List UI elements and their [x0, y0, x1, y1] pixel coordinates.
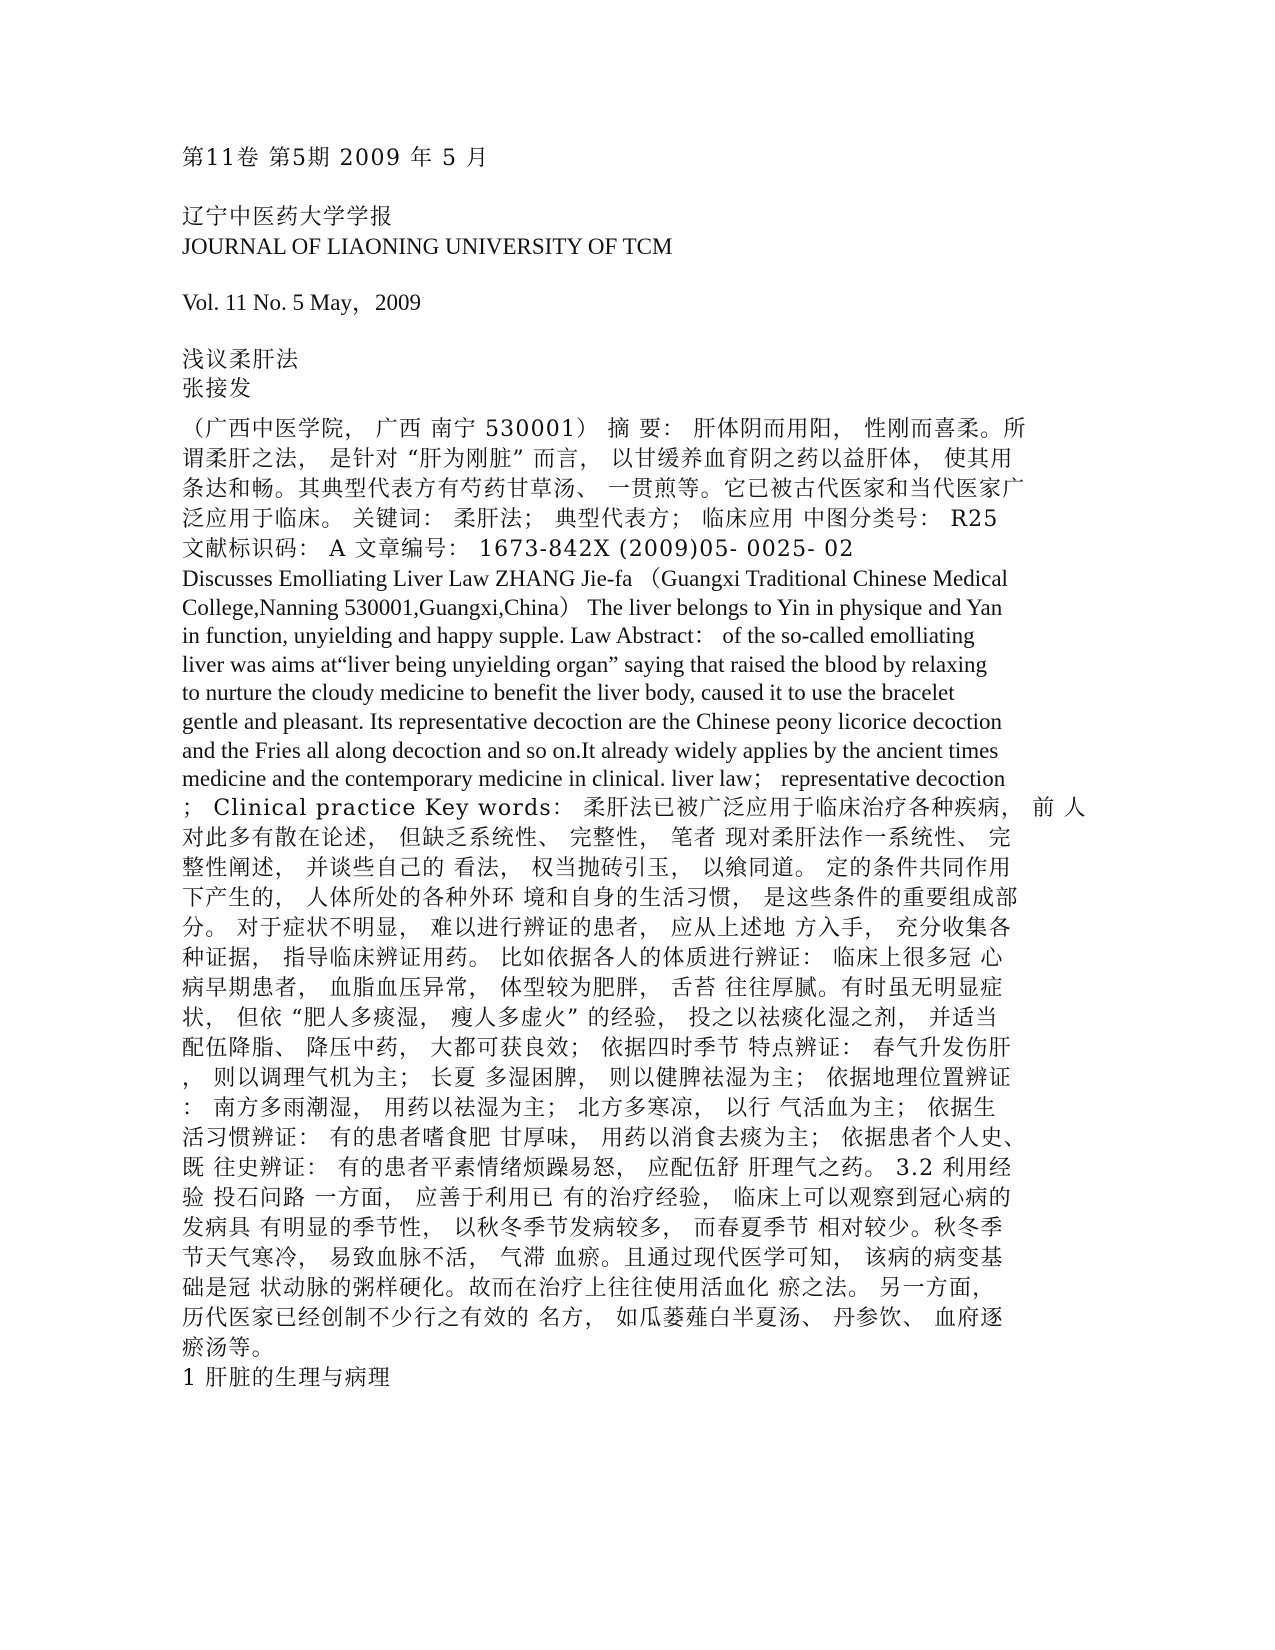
english-abstract-line: Discusses Emolliating Liver Law ZHANG Jie-fa （Guangxi Traditional Chinese Medical: [182, 566, 1008, 591]
abstract-line: 条达和畅。其典型代表方有芍药甘草汤、 一贯煎等。它已被古代医家和当代医家广: [182, 477, 1026, 502]
english-abstract-line: medicine and the contemporary medicine in clinical. liver law； representative decoction: [182, 766, 1006, 792]
abstract-line: （广西中医学院， 广西 南宁 530001） 摘 要： 肝体阴而用阳， 性刚而喜柔。所: [182, 417, 1027, 442]
section-heading: 1 肝脏的生理与病理: [182, 1365, 391, 1391]
main-text-line: 分。 对于症状不明显， 难以进行辨证的患者， 应从上述地 方入手， 充分收集各: [182, 915, 1012, 941]
journal-title-english: JOURNAL OF LIAONING UNIVERSITY OF TCM: [182, 234, 673, 259]
main-text-line: 对此多有散在论述， 但缺乏系统性、 完整性， 笔者 现对柔肝法作一系统性、 完: [182, 825, 1012, 851]
journal-title-chinese: 辽宁中医药大学学报: [182, 205, 394, 230]
main-text-line: ， 则以调理气机为主； 长夏 多湿困脾， 则以健脾祛湿为主； 依据地理位置辨证: [182, 1065, 1012, 1091]
main-text-line: ： 南方多雨潮湿， 用药以祛湿为主； 北方多寒凉， 以行 气活血为主； 依据生: [182, 1095, 997, 1121]
main-text-line: 既 往史辨证： 有的患者平素情绪烦躁易怒， 应配伍舒 肝理气之药。 3.2 利用经: [182, 1155, 1013, 1181]
main-text-line: 础是冠 状动脉的粥样硬化。故而在治疗上往往使用活血化 瘀之法。 另一方面，: [182, 1275, 996, 1301]
main-text-line: 节天气寒冷， 易致血脉不活， 气滞 血瘀。且通过现代医学可知， 该病的病变基: [182, 1245, 1004, 1271]
main-text-line: 发病具 有明显的季节性， 以秋冬季节发病较多， 而春夏季节 相对较少。秋冬季: [182, 1215, 1004, 1241]
abstract-line: 文献标识码： A 文章编号： 1673-842X (2009)05- 0025- 02: [182, 537, 855, 562]
english-abstract-line: liver was aims at“liver being unyielding organ” saying that raised the blood by relaxing: [182, 651, 987, 677]
article-title: 浅议柔肝法: [182, 348, 300, 373]
english-abstract-line: gentle and pleasant. Its representative decoction are the Chinese peony licorice decoction: [182, 708, 1002, 734]
main-text-line: 瘀汤等。: [182, 1335, 275, 1361]
abstract-line: 泛应用于临床。 关键词： 柔肝法； 典型代表方； 临床应用 中图分类号： R25: [182, 507, 999, 532]
main-text-line: 病早期患者， 血脂血压异常， 体型较为肥胖， 舌苔 往往厚腻。有时虽无明显症: [182, 975, 1004, 1001]
english-abstract-line: in function, unyielding and happy supple. Law Abstract： of the so-called emolliating: [182, 623, 975, 649]
main-text-line: 种证据， 指导临床辨证用药。 比如依据各人的体质进行辨证： 临床上很多冠 心: [182, 945, 1004, 971]
abstract-line: 谓柔肝之法， 是针对 “肝为刚脏” 而言， 以甘缓养血育阴之药以益肝体， 使其用: [182, 447, 1014, 472]
main-text-line: 配伍降脂、 降压中药， 大都可获良效； 依据四时季节 特点辨证： 春气升发伤肝: [182, 1035, 1012, 1061]
main-text-line: 活习惯辨证： 有的患者嗜食肥 甘厚味， 用药以消食去痰为主； 依据患者个人史、: [182, 1125, 1027, 1151]
main-text-line: 验 投石问路 一方面， 应善于利用已 有的治疗经验， 临床上可以观察到冠心病的: [182, 1185, 1012, 1211]
main-text-line: 状， 但依 “肥人多痰湿， 瘦人多虚火” 的经验， 投之以祛痰化湿之剂， 并适当: [182, 1005, 999, 1031]
issue-line: 第11卷 第5期 2009 年 5 月: [182, 146, 490, 171]
article-author: 张接发: [182, 377, 253, 402]
main-text-line: 历代医家已经创制不少行之有效的 名方， 如瓜蒌薤白半夏汤、 丹参饮、 血府逐: [182, 1305, 1004, 1331]
article-body: [182, 415, 1092, 1394]
main-text-line: 下产生的， 人体所处的各种外环 境和自身的生活习惯， 是这些条件的重要组成部: [182, 885, 1019, 911]
volume-line: Vol. 11 No. 5 May，2009: [182, 290, 421, 315]
english-abstract-line: and the Fries all along decoction and so on.It already widely applies by the ancient times: [182, 737, 999, 763]
main-text-line: 整性阐述， 并谈些自己的 看法， 权当抛砖引玉， 以飨同道。 定的条件共同作用: [182, 855, 1012, 881]
english-abstract-line: to nurture the cloudy medicine to benefit the liver body, caused it to use the bracelet: [182, 680, 955, 706]
main-text-line: ； Clinical practice Key words： 柔肝法已被广泛应用于临床治疗各种疾病， 前 人: [182, 795, 1087, 821]
english-abstract-line: College,Nanning 530001,Guangxi,China） The liver belongs to Yin in physique and Yan: [182, 594, 1003, 620]
